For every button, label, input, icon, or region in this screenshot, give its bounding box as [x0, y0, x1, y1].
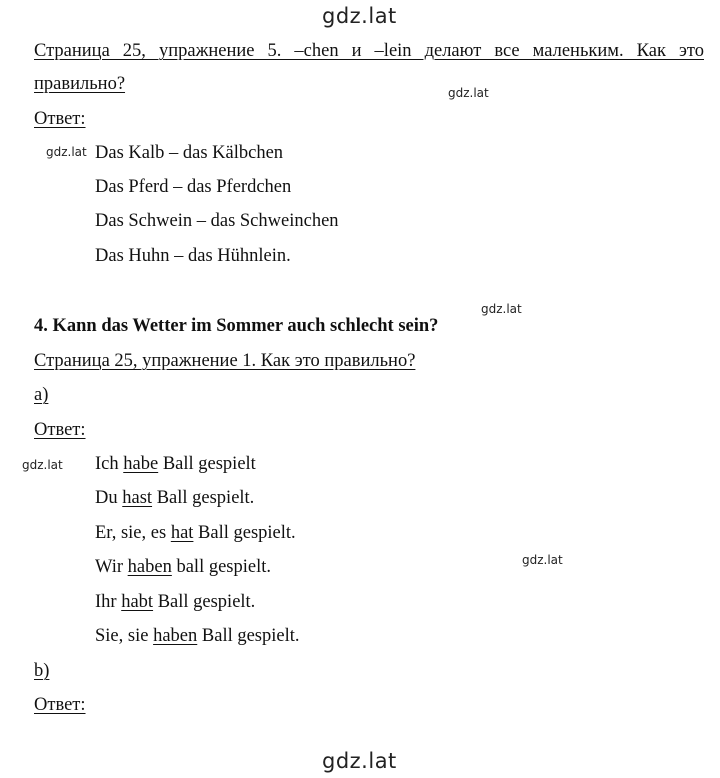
part-a-label: a): [34, 385, 49, 405]
conjugation-verb: hast: [122, 488, 153, 508]
watermark-small: gdz.lat: [46, 145, 87, 159]
conjugation-verb: haben: [153, 626, 198, 646]
watermark-small: gdz.lat: [481, 302, 522, 316]
conjugation-verb: habe: [123, 454, 159, 474]
watermark-small: gdz.lat: [22, 458, 63, 472]
conjugation-subject: Wir: [95, 557, 128, 577]
conjugation-line: [95, 522, 296, 544]
conjugation-rest: ball gespielt.: [171, 557, 272, 577]
section-heading: 4. Kann das Wetter im Sommer auch schlecht sein?: [34, 316, 439, 336]
answer-line: Das Schwein – das Schweinchen: [95, 211, 339, 231]
conjugation-subject: Er, sie, es: [95, 523, 171, 543]
conjugation-subject: Du: [95, 488, 123, 508]
answer-line: Das Kalb – das Kälbchen: [95, 143, 284, 163]
watermark-top: gdz.lat: [322, 4, 397, 28]
watermark-small: gdz.lat: [522, 553, 563, 567]
conjugation-line: [95, 453, 256, 475]
conjugation-rest: Ball gespielt.: [152, 488, 255, 508]
answer-label: Ответ:: [34, 695, 86, 715]
conjugation-rest: Ball gespielt: [158, 454, 256, 474]
answer-label: Ответ:: [34, 109, 86, 129]
watermark-small: gdz.lat: [448, 86, 489, 100]
task-heading-ex5-line2: правильно?: [34, 74, 126, 94]
conjugation-rest: Ball gespielt.: [197, 626, 300, 646]
conjugation-line: [95, 625, 300, 647]
conjugation-subject: Ich: [95, 454, 124, 474]
part-b-label: b): [34, 661, 50, 681]
task-heading-ex5-line1: Страница 25, упражнение 5. –chen и –lein делают все маленьким. Как это: [34, 41, 704, 61]
task-heading-ex1: Страница 25, упражнение 1. Как это правильно?: [34, 351, 416, 371]
conjugation-rest: Ball gespielt.: [153, 592, 256, 612]
answer-line: Das Pferd – das Pferdchen: [95, 177, 292, 197]
conjugation-subject: Ihr: [95, 592, 122, 612]
conjugation-line: [95, 487, 254, 509]
conjugation-line: [95, 556, 271, 578]
conjugation-verb: haben: [127, 557, 172, 577]
conjugation-subject: Sie, sie: [95, 626, 154, 646]
answer-label: Ответ:: [34, 420, 86, 440]
watermark-bottom: gdz.lat: [322, 749, 397, 773]
conjugation-verb: habt: [121, 592, 154, 612]
conjugation-line: [95, 591, 255, 613]
conjugation-verb: hat: [170, 523, 194, 543]
answer-line: Das Huhn – das Hühnlein.: [95, 246, 291, 266]
conjugation-rest: Ball gespielt.: [193, 523, 296, 543]
